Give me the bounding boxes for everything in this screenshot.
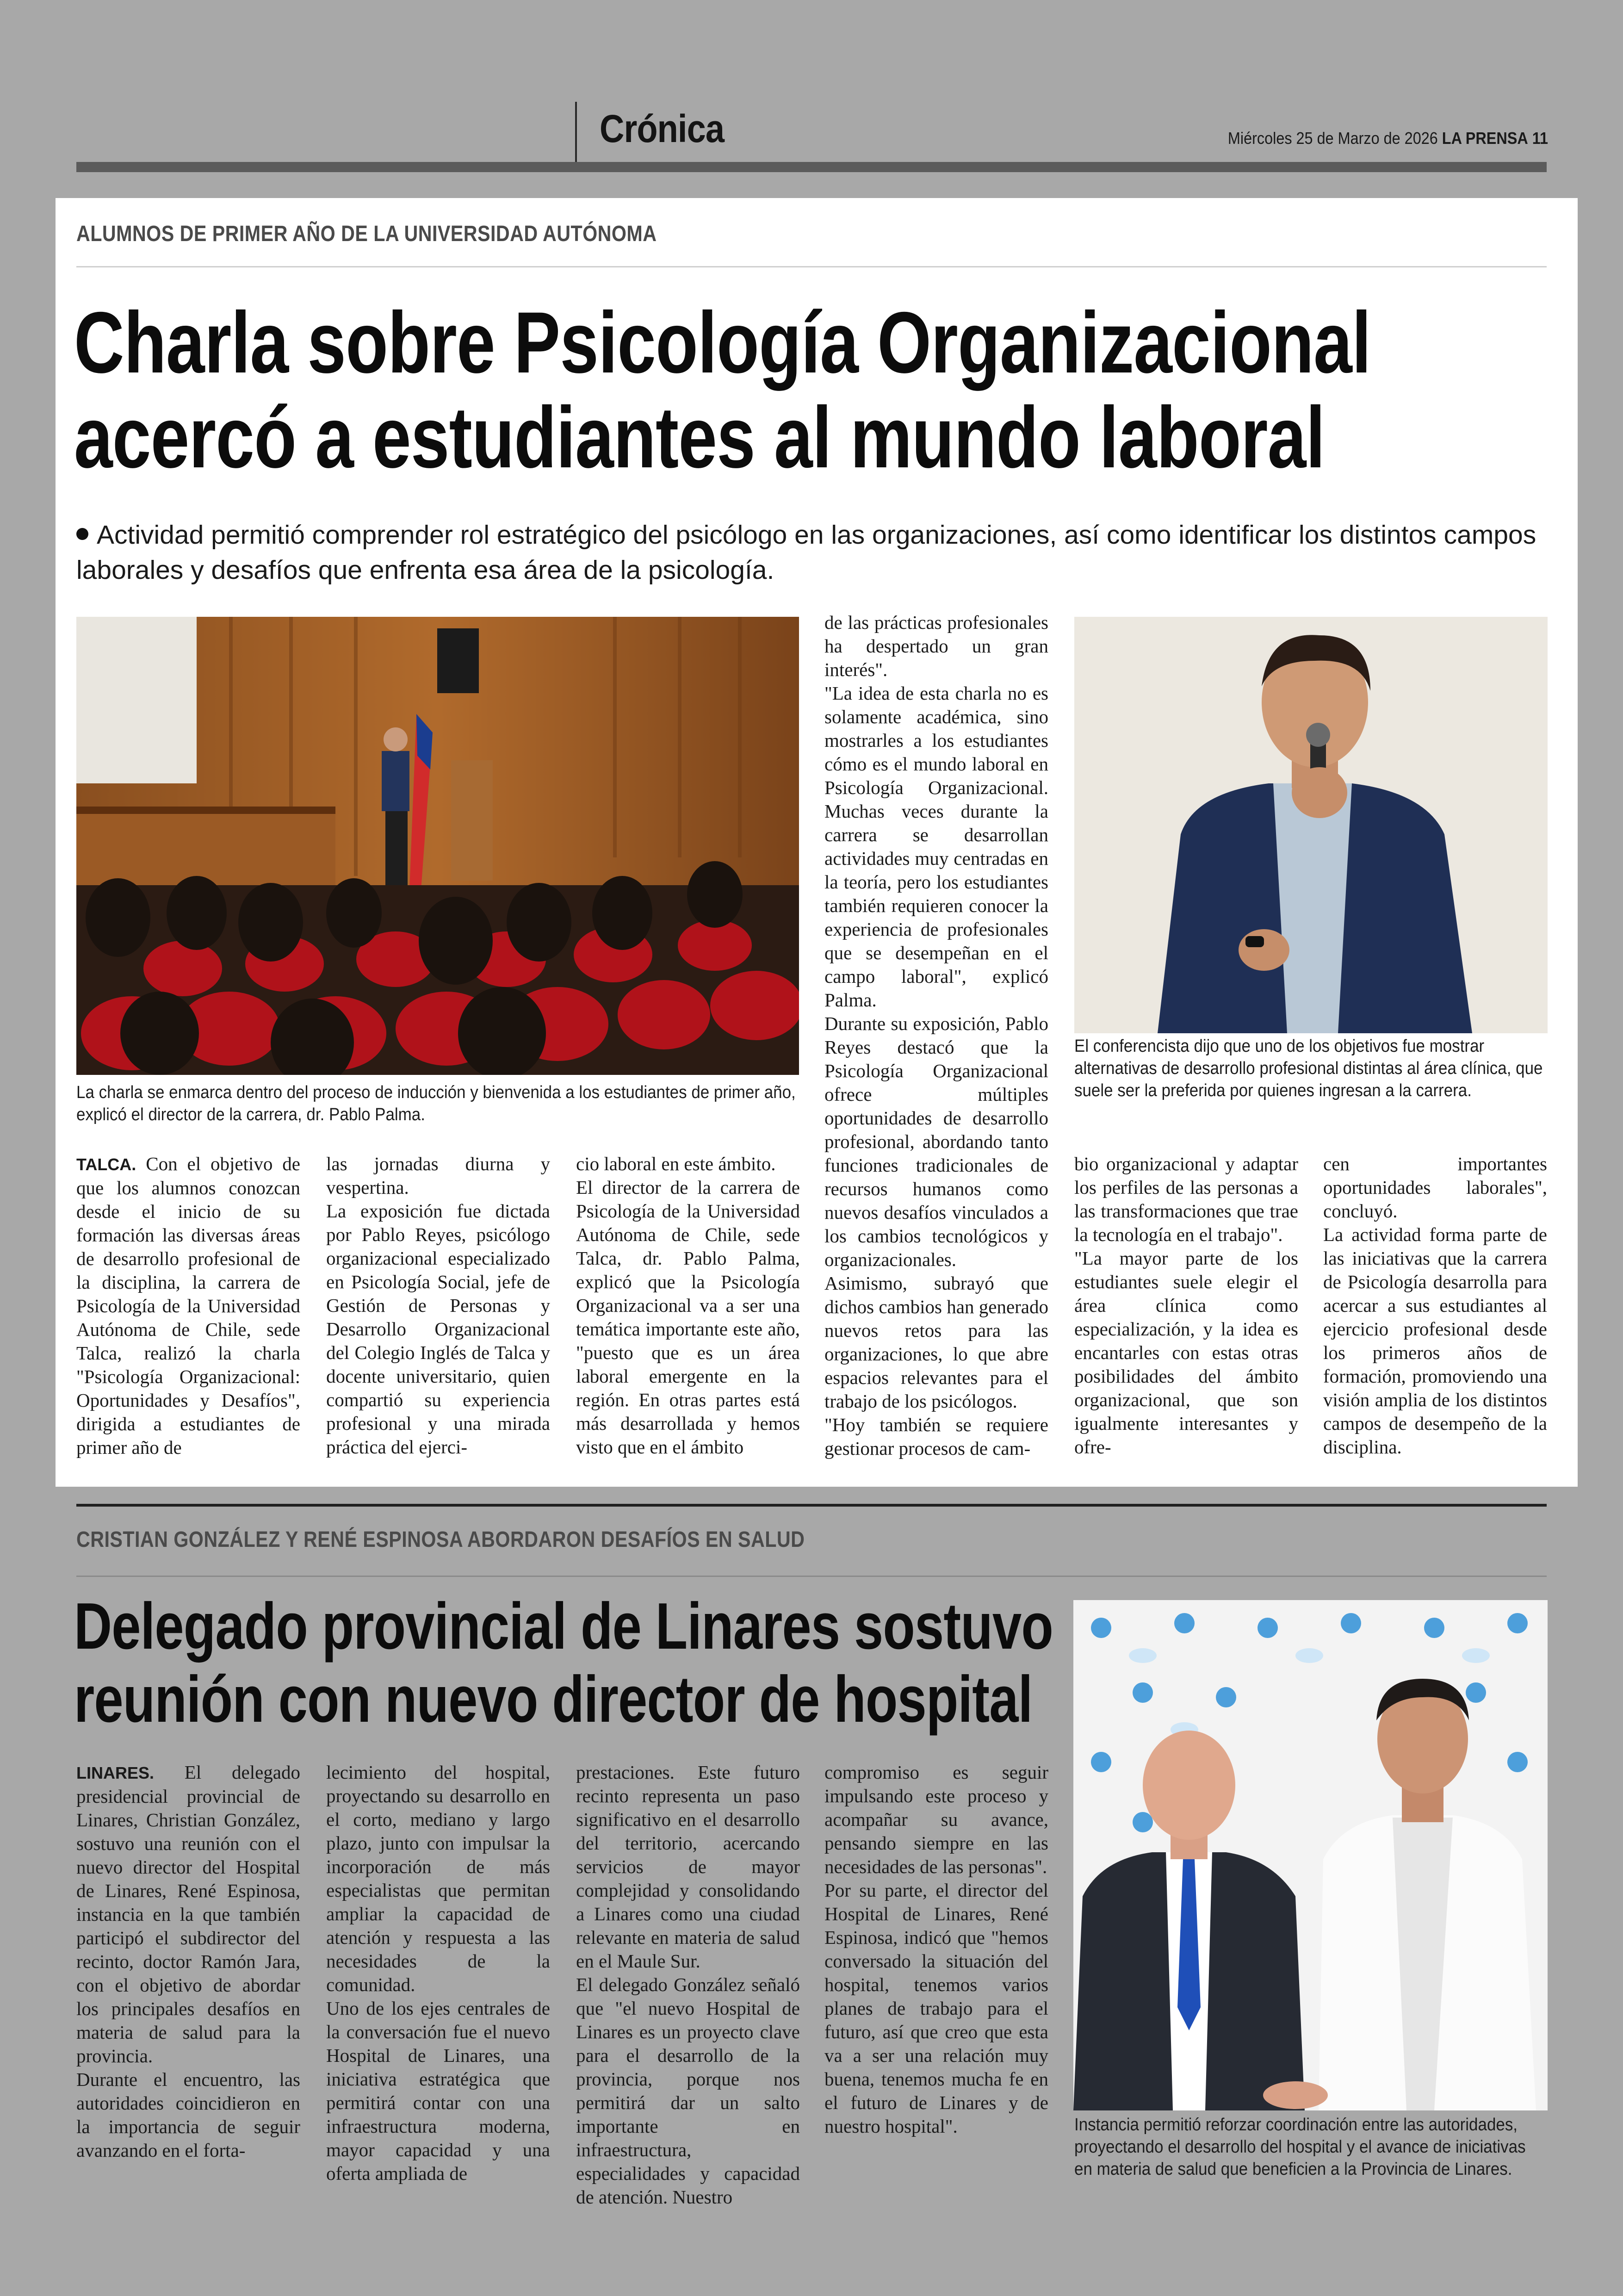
header-date-line [1228, 129, 1548, 148]
article1-column-5: bio organizacional y adaptar los perfiles de las personas a las transformaciones que trae la tecnología en el trabajo". "La mayor parte de los estudiantes suele elegir el área clínica como especialización, y la idea es encantarles con estas otras posibilidades del ámbito organizacional, que son igualmente interesantes y ofre- [1074, 1153, 1298, 1458]
auditorium-photo-illustration [76, 617, 799, 1075]
article1-deck-text: Actividad permitió comprender rol estratégico del psicólogo en las organizaciones, así como identificar los distintos campos laborales y desafíos que enfrenta esa área de la psicología. [76, 520, 1536, 585]
officials-photo [1073, 1600, 1548, 2110]
article1-kicker: ALUMNOS DE PRIMER AÑO DE LA UNIVERSIDAD AUTÓNOMA [76, 222, 657, 246]
article2-headline-line2: reunión con nuevo director de hospital [74, 1663, 1033, 1736]
article2-column-4: compromiso es seguir impulsando este proceso y acompañar su avance, pensando siempre en las necesidades de las personas". Por su parte, el director del Hospital de Linares, René Espinosa, indicó que "hemos conversado la situación del hospital, tenemos varios planes de trabajo para el futuro, así que creo que esta va a ser una relación muy buena, tenemos mucha fe en el futuro de Linares y de nuestro hospital". [824, 1762, 1048, 2137]
article1-headline-line2: acercó a estudiantes al mundo laboral [74, 389, 1325, 486]
article2-column-3: prestaciones. Este futuro recinto representa un paso significativo en el desarrollo del territorio, acercando servicios de mayor complejidad y consolidando a Linares como una ciudad relevante en materia de salud en el Maule Sur. El delegado González señaló que "el nuevo Hospital de Linares es un proyecto clave para el desarrollo de la provincia, porque nos permitirá dar un salto importante en infraestructura, especialidades y capacidad de atención. Nuestro [576, 1762, 800, 2208]
article1-column-1 [76, 1152, 300, 1459]
section-divider [575, 102, 577, 162]
article2-dateline: LINARES. [76, 1763, 155, 1782]
page-number: 11 [1532, 129, 1548, 148]
article2-kicker-rule [76, 1576, 1547, 1577]
article2-headline-line1: Delegado provincial de Linares sostuvo [74, 1589, 1053, 1663]
newspaper-name: LA PRENSA [1442, 129, 1528, 148]
issue-date: Miércoles 25 de Marzo de 2026 [1227, 129, 1438, 148]
auditorium-photo-caption: La charla se enmarca dentro del proceso de inducción y bienvenida a los estudiantes de primer año, explicó el director de la carrera, dr. Pablo Palma. [76, 1083, 796, 1124]
speaker-photo [1074, 617, 1548, 1033]
article1-deck [76, 517, 1548, 588]
article2-column-1-text: El delegado presidencial provincial de Linares, Christian González, sostuvo una reunión con el nuevo director del Hospital de Linares, René Espinosa, instancia en la que también participó el subdirector del recinto, doctor Ramón Jara, con el objetivo de abordar los principales desafíos en materia de salud para la provincia. Durante el encuentro, las autoridades coincidieron en la importancia de seguir avanzando en el forta- [76, 1762, 300, 2161]
section-name: Crónica [600, 107, 725, 150]
article2-column-1 [76, 1761, 300, 2162]
article1-column-2: las jornadas diurna y vespertina. La exposición fue dictada por Pablo Reyes, psicólogo organizacional especializado en Psicología Social, jefe de Gestión de Personas y Desarrollo Organizacional del Colegio Inglés de Talca y docente universitario, quien compartió su experiencia profesional y una mirada práctica del ejerci- [326, 1153, 550, 1458]
article1-column-1-text: Con el objetivo de que los alumnos conozcan desde el inicio de su formación las diversas áreas de desarrollo profesional de la disciplina, la carrera de Psicología de la Universidad Autónoma de Chile, sede Talca, realizó la charla "Psicología Organizacional: Oportunidades y Desafíos", dirigida a estudiantes de primer año de [76, 1153, 300, 1458]
article2-kicker: CRISTIAN GONZÁLEZ Y RENÉ ESPINOSA ABORDARON DESAFÍOS EN SALUD [76, 1527, 805, 1552]
speaker-photo-illustration [1074, 617, 1548, 1033]
bullet-icon [76, 528, 88, 540]
article2-top-rule [76, 1504, 1547, 1507]
speaker-photo-caption: El conferencista dijo que uno de los objetivos fue mostrar alternativas de desarrollo profesional distintas al área clínica, que suele ser la preferida por quienes ingresan a la carrera. [1074, 1036, 1543, 1100]
article1-kicker-rule [76, 266, 1547, 267]
officials-photo-illustration [1073, 1600, 1548, 2110]
header-rule [76, 162, 1547, 172]
article1-column-6: cen importantes oportunidades laborales", concluyó. La actividad forma parte de las iniciativas que la carrera de Psicología desarrolla para acercar a sus estudiantes al ejercicio profesional desde los primeros años de formación, promoviendo una visión amplia de los distintos campos de desempeño de la disciplina. [1323, 1153, 1547, 1458]
article1-headline-line1: Charla sobre Psicología Organizacional [74, 294, 1371, 391]
article2-column-2: lecimiento del hospital, proyectando su desarrollo en el corto, mediano y largo plazo, junto con impulsar la incorporación de más especialistas que permitan ampliar la capacidad de atención y respuesta a las necesidades de la comunidad. Uno de los ejes centrales de la conversación fue el nuevo Hospital de Linares, una iniciativa estratégica que permitirá contar con una infraestructura moderna, mayor capacidad y una oferta ampliada de [326, 1762, 550, 2184]
officials-photo-caption: Instancia permitió reforzar coordinación entre las autoridades, proyectando el desarrollo del hospital y el avance de iniciativas en materia de salud que beneficien a la Provincia de Linares. [1074, 2115, 1526, 2179]
auditorium-photo [76, 617, 799, 1075]
article1-column-4: de las prácticas profesionales ha despertado un gran interés". "La idea de esta charla no es solamente académica, sino mostrarles a los estudiantes cómo es el mundo laboral en Psicología Organizacional. Muchas veces durante la carrera se desarrollan actividades muy centradas en la teoría, pero los estudiantes también requieren conocer la experiencia de profesionales que se desempeñan en el campo laboral", explicó Palma. Durante su exposición, Pablo Reyes destacó que la Psicología Organizacional ofrece múltiples oportunidades de desarrollo profesional, abordando tanto funciones tradicionales de recursos humanos como nuevos desafíos vinculados a los cambios tecnológicos y organizacionales. Asimismo, subrayó que dichos cambios han generado nuevos retos para las organizaciones, lo que abre espacios relevantes para el trabajo de los psicólogos. "Hoy también se requiere gestionar procesos de cam- [824, 612, 1048, 1459]
article1-column-3: cio laboral en este ámbito. El director de la carrera de Psicología de la Universidad Autónoma de Chile, sede Talca, dr. Pablo Palma, explicó que la Psicología Organizacional va a ser una temática importante este año, "puesto que es un área laboral emergente en la región. En otras partes está más desarrollada y hemos visto que en el ámbito [576, 1153, 800, 1458]
article1-dateline: TALCA. [76, 1155, 136, 1174]
